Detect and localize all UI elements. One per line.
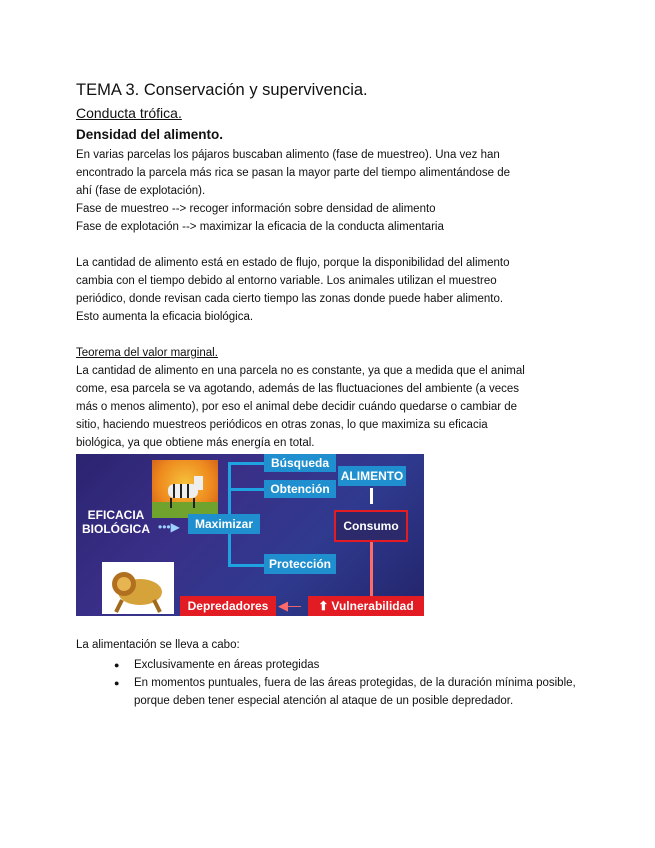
list-item: ● En momentos puntuales, fuera de las áreas protegidas, de la duración mínima posible, porque deben tener especial atención al ataque de un posible depredador. <box>134 674 581 710</box>
alimento-box: ALIMENTO <box>338 466 406 486</box>
zebra-image <box>152 460 218 518</box>
section-heading-teorema: Teorema del valor marginal. <box>76 347 218 359</box>
paragraph-teorema <box>76 362 581 452</box>
proteccion-box: Protección <box>264 554 336 574</box>
page-title: TEMA 3. Conservación y supervivencia. <box>76 81 368 99</box>
text-line: Fase de muestreo --> recoger información sobre densidad de alimento <box>76 203 436 215</box>
text-line: ahí (fase de explotación). <box>76 185 206 197</box>
text-line: biológica, ya que obtiene más energía en total. <box>76 437 315 449</box>
text-line: Esto aumenta la eficacia biológica. <box>76 311 254 323</box>
text-line: más o menos alimento), por eso el animal debe decidir cuándo quedarse o cambiar de <box>76 401 518 413</box>
busqueda-box: Búsqueda <box>264 454 336 472</box>
arrow-left-icon: ◀— <box>278 598 301 613</box>
dotted-arrow-icon: •••▶ <box>158 520 180 534</box>
lion-image <box>102 562 174 614</box>
vulnerabilidad-label: Vulnerabilidad <box>331 599 414 613</box>
alimentacion-intro: La alimentación se lleva a cabo: <box>76 639 240 651</box>
vulnerabilidad-box <box>308 596 424 616</box>
subtitle: Conducta trófica. <box>76 105 182 121</box>
paragraph-muestreo <box>76 146 581 236</box>
text-line: sitio, haciendo muestreos periódicos en otras zonas, lo que maximiza su eficacia <box>76 419 488 431</box>
arrow-up-icon: ⬆ <box>318 599 329 613</box>
text-line: Fase de explotación --> maximizar la eficacia de la conducta alimentaria <box>76 221 444 233</box>
document-page <box>76 80 581 710</box>
text-line: La cantidad de alimento está en estado de flujo, porque la disponibilidad del alimento <box>76 257 510 269</box>
maximizar-box: Maximizar <box>188 514 260 534</box>
foraging-diagram <box>76 454 424 616</box>
depredadores-box: Depredadores <box>180 596 276 616</box>
section-heading-densidad: Densidad del alimento. <box>76 127 224 142</box>
text-line: La cantidad de alimento en una parcela no es constante, ya que a medida que el animal <box>76 365 525 377</box>
paragraph-flujo <box>76 254 581 326</box>
consumo-box: Consumo <box>334 510 408 542</box>
text-line: En varias parcelas los pájaros buscaban alimento (fase de muestreo). Una vez han <box>76 149 500 161</box>
obtencion-box: Obtención <box>264 480 336 498</box>
bullet-list <box>76 656 581 710</box>
text-line: cambia con el tiempo debido al entorno variable. Los animales utilizan el muestreo <box>76 275 497 287</box>
text-line: periódico, donde revisan cada cierto tiempo las zonas donde puede haber alimento. <box>76 293 504 305</box>
list-item: ● Exclusivamente en áreas protegidas <box>134 656 581 674</box>
text-line: encontrado la parcela más rica se pasan la mayor parte del tiempo alimentándose de <box>76 167 511 179</box>
eficacia-label: EFICACIA BIOLÓGICA <box>82 508 150 536</box>
text-line: come, esa parcela se va agotando, además de las fluctuaciones del ambiente (a veces <box>76 383 520 395</box>
